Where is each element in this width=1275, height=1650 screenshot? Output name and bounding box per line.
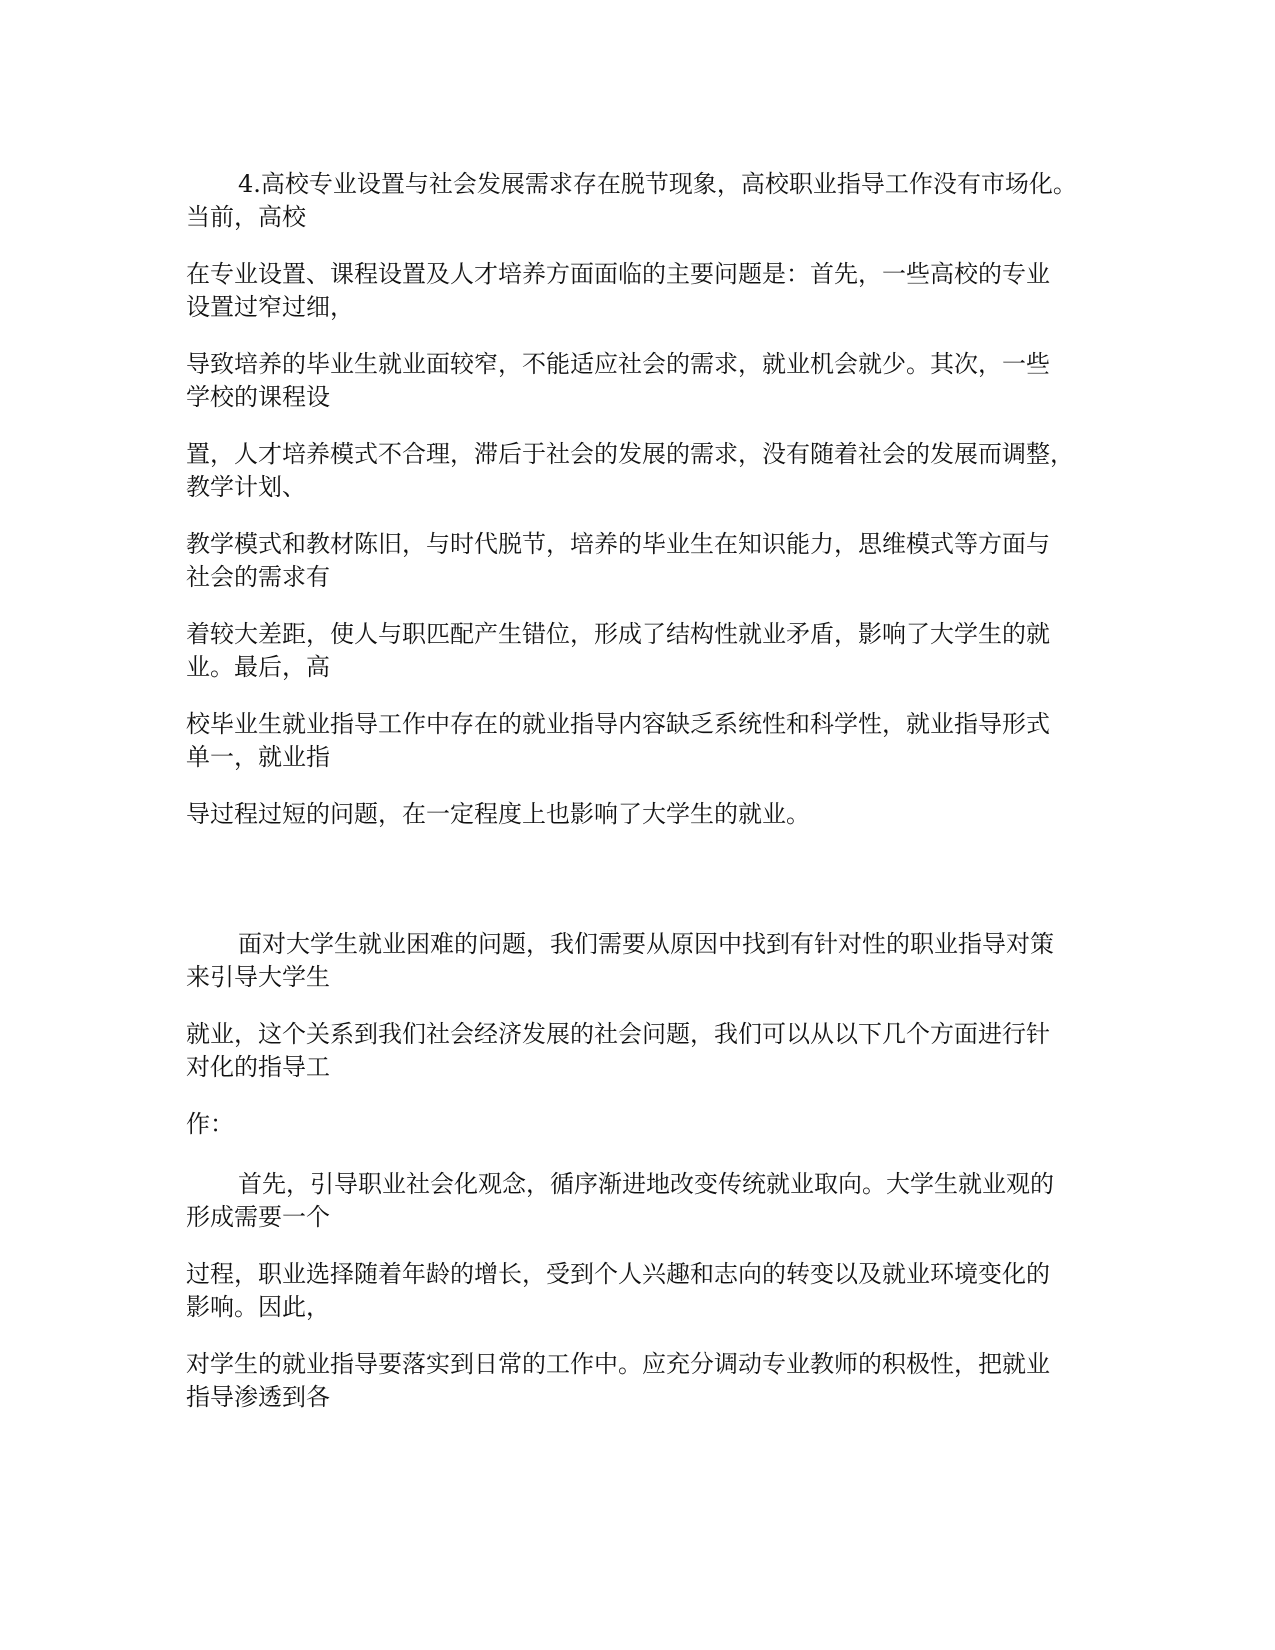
paragraph-3 <box>186 348 1086 414</box>
paragraph-line: 校毕业生就业指导工作中存在的就业指导内容缺乏系统性和科学性，就业指导形式 <box>186 710 1050 738</box>
paragraph-line: 作： <box>186 1110 234 1138</box>
paragraph-line: 过程，职业选择随着年龄的增长，受到个人兴趣和志向的转变以及就业环境变化的 <box>186 1260 1050 1288</box>
paragraph-line: 就业，这个关系到我们社会经济发展的社会问题，我们可以从以下几个方面进行针 <box>186 1020 1050 1048</box>
paragraph-line: 社会的需求有 <box>186 563 330 591</box>
paragraph-line: 着较大差距，使人与职匹配产生错位，形成了结构性就业矛盾，影响了大学生的就 <box>186 620 1050 648</box>
paragraph-12 <box>186 1168 1086 1234</box>
paragraph-line: 单一，就业指 <box>186 743 330 771</box>
paragraph-7 <box>186 708 1086 774</box>
paragraph-5 <box>186 528 1086 594</box>
paragraph-6 <box>186 618 1086 684</box>
paragraph-line: 面对大学生就业困难的问题，我们需要从原因中找到有针对性的职业指导对策 <box>238 930 1054 958</box>
paragraph-line: 教学模式和教材陈旧，与时代脱节，培养的毕业生在知识能力，思维模式等方面与 <box>186 530 1050 558</box>
paragraph-line: 导致培养的毕业生就业面较窄，不能适应社会的需求，就业机会就少。其次，一些 <box>186 350 1050 378</box>
paragraph-line: 设置过窄过细， <box>186 293 354 321</box>
paragraph-line: 导过程过短的问题，在一定程度上也影响了大学生的就业。 <box>186 800 810 828</box>
paragraph-line: 4.高校专业设置与社会发展需求存在脱节现象，高校职业指导工作没有市场化。 <box>238 170 1077 198</box>
paragraph-line: 指导渗透到各 <box>186 1383 330 1411</box>
paragraph-4 <box>186 438 1086 504</box>
paragraph-line: 在专业设置、课程设置及人才培养方面面临的主要问题是：首先，一些高校的专业 <box>186 260 1050 288</box>
paragraph-13 <box>186 1258 1086 1324</box>
paragraph-line: 来引导大学生 <box>186 963 330 991</box>
paragraph-10 <box>186 1018 1086 1084</box>
paragraph-line: 对化的指导工 <box>186 1053 330 1081</box>
paragraph-line: 业。最后，高 <box>186 653 330 681</box>
paragraph-line: 学校的课程设 <box>186 383 330 411</box>
paragraph-line: 首先，引导职业社会化观念，循序渐进地改变传统就业取向。大学生就业观的 <box>238 1170 1054 1198</box>
paragraph-8 <box>186 798 1086 831</box>
paragraph-line: 教学计划、 <box>186 473 306 501</box>
paragraph-14 <box>186 1348 1086 1414</box>
paragraph-line: 对学生的就业指导要落实到日常的工作中。应充分调动专业教师的积极性，把就业 <box>186 1350 1050 1378</box>
paragraph-1 <box>186 168 1086 234</box>
paragraph-2 <box>186 258 1086 324</box>
paragraph-line: 影响。因此， <box>186 1293 330 1321</box>
paragraph-9 <box>186 928 1086 994</box>
paragraph-line: 形成需要一个 <box>186 1203 330 1231</box>
paragraph-11 <box>186 1108 1086 1141</box>
paragraph-line: 置，人才培养模式不合理，滞后于社会的发展的需求，没有随着社会的发展而调整， <box>186 440 1074 468</box>
paragraph-line: 当前，高校 <box>186 203 306 231</box>
